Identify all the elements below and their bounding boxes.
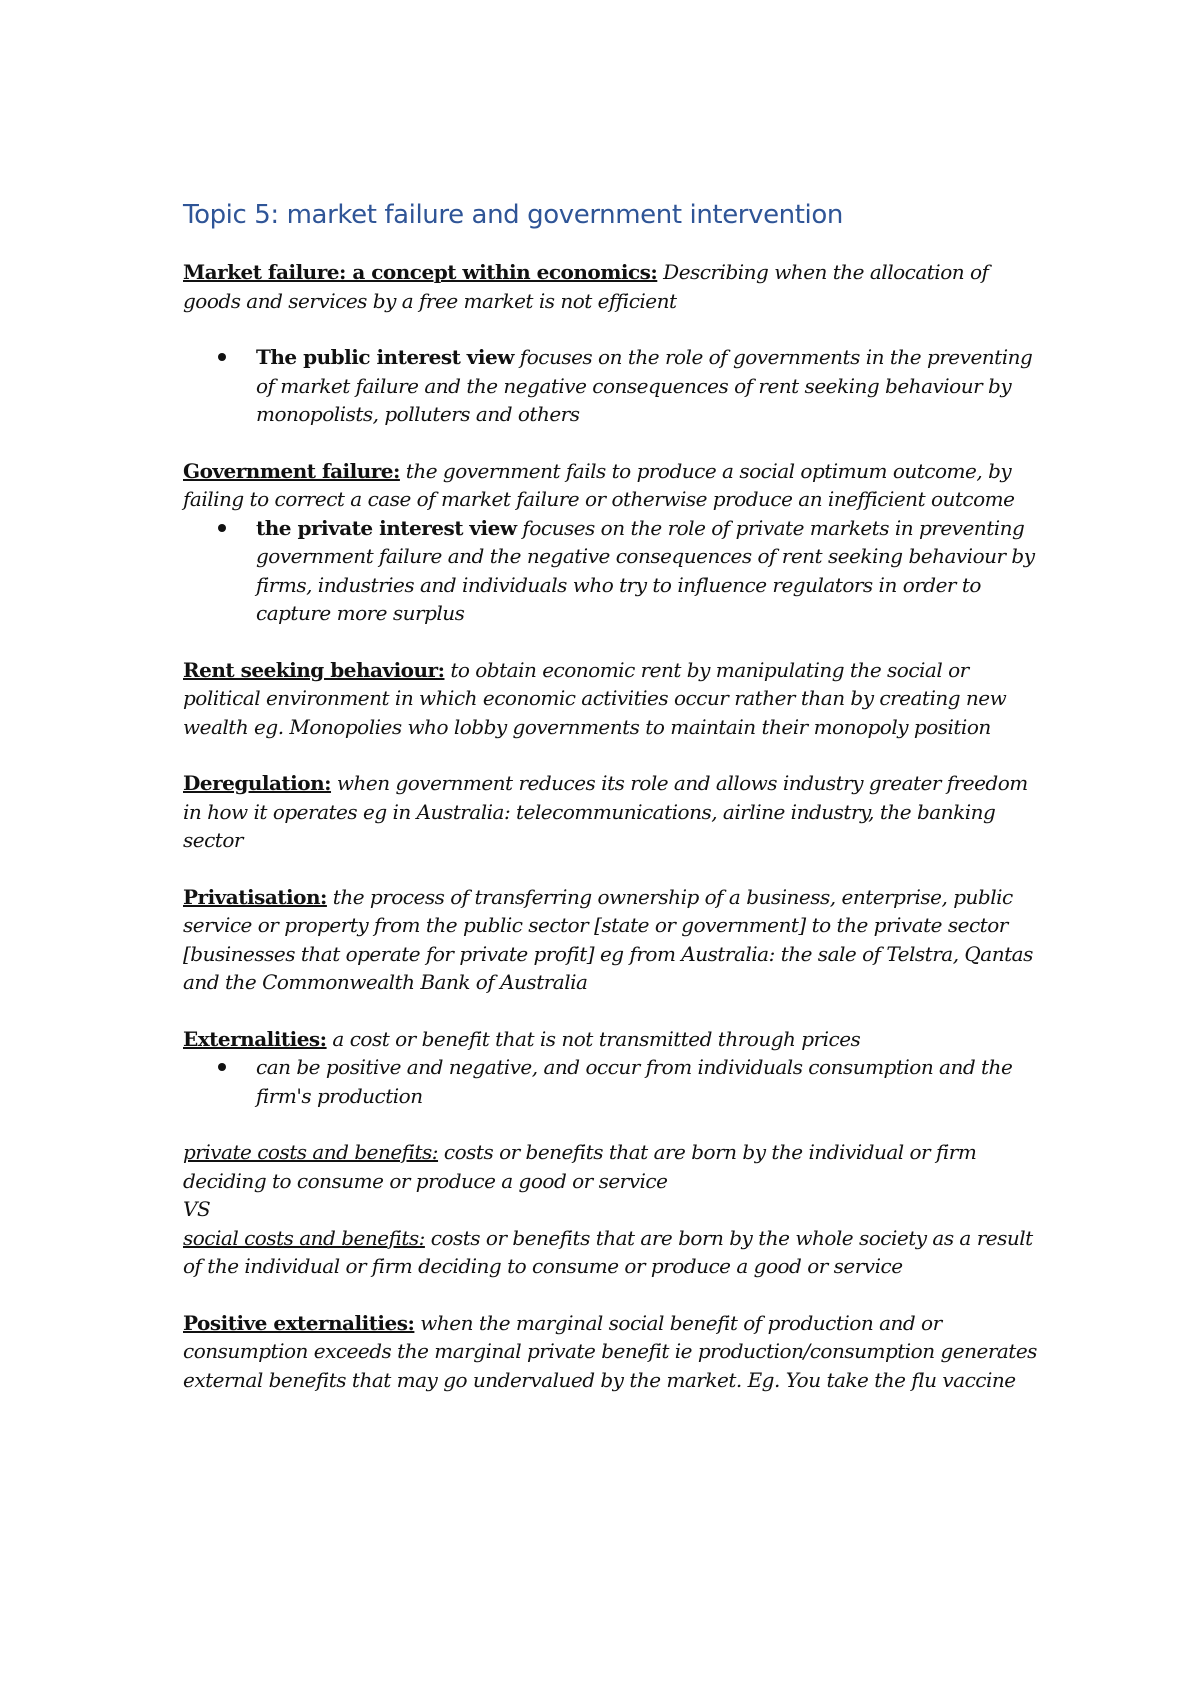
deregulation-term: Deregulation: [183,771,332,795]
list-item [256,1053,1043,1110]
bullet-icon [218,1063,226,1071]
privatisation-definition: the process of transferring ownership of a business, enterprise, public service or property from the public sector [state or government] to the private sector [businesses that operate for private profit] eg from Australia: the sale of Telstra, Qantas and the Commonwealth Bank of Australia [183,884,1033,994]
positive-externalities-term: Positive externalities: [183,1310,415,1335]
externalities-term: Externalities: [183,1026,327,1051]
private-interest-text: focuses on the role of private markets in preventing government failure and the negative consequences of rent seeking behaviour by firms, industries and individuals who try to influence regulators in order to capture more surplus [256,515,1035,625]
externalities-entry [183,1025,1043,1054]
privatisation-entry [183,883,1043,997]
document-page [183,198,1043,1422]
private-interest-lead: the private interest view [256,515,517,540]
rent-seeking-definition: to obtain economic rent by manipulating the social or political environment in which economic activities occur rather than by creating new wealth eg. Monopolies who lobby governments to maintain their monopoly position [183,657,1007,739]
public-interest-lead: The public interest view [256,345,514,369]
private-costs-line [183,1138,1043,1195]
vs-label: VS [183,1197,211,1221]
public-interest-text: focuses on the role of governments in the preventing of market failure and the negative consequences of rent seeking behaviour by monopolists, polluters and others [256,345,1033,426]
rent-seeking-term: Rent seeking behaviour: [183,657,445,682]
externalities-definition: a cost or benefit that is not transmitted through prices [326,1026,861,1051]
deregulation-definition: when government reduces its role and allows industry greater freedom in how it operates eg in Australia: telecommunications, airline industry, the banking sector [183,771,1028,852]
private-interest-list [183,514,1043,628]
rent-seeking-entry [183,656,1043,742]
public-interest-list [183,343,1043,429]
private-costs-term: private costs and benefits: [183,1140,439,1164]
bullet-icon [218,524,226,532]
market-failure-definition: Describing when the allocation of goods and services by a free market is not efficient [183,260,989,313]
externalities-list [183,1053,1043,1110]
positive-externalities-entry [183,1309,1043,1395]
document-title: Topic 5: market failure and government intervention [183,200,843,230]
market-failure-term: Market failure: a concept within economics: [183,260,658,284]
list-item [256,343,1043,429]
government-failure-entry [183,457,1043,514]
private-costs-definition: costs or benefits that are born by the individual or firm deciding to consume or produce a good or service [183,1140,977,1193]
social-costs-term: social costs and benefits: [183,1225,425,1250]
positive-externalities-definition: when the marginal social benefit of production and or consumption exceeds the marginal private benefit ie production/consumption generates external benefits that may go undervalued by the market. Eg. You take the flu vaccine [183,1310,1037,1392]
government-failure-definition: the government fails to produce a social optimum outcome, by failing to correct a case of market failure or otherwise produce an inefficient outcome [183,458,1015,511]
market-failure-entry [183,258,1043,315]
government-failure-term: Government failure: [183,458,400,483]
costs-and-benefits-entry [183,1138,1043,1281]
privatisation-term: Privatisation: [183,884,327,909]
social-costs-definition: costs or benefits that are born by the whole society as a result of the individual or firm deciding to consume or produce a good or service [183,1225,1033,1278]
externalities-bullet-text: can be positive and negative, and occur from individuals consumption and the firm's production [256,1055,1013,1108]
deregulation-entry [183,769,1043,855]
list-item [256,514,1043,628]
social-costs-line [183,1224,1043,1281]
bullet-icon [218,353,226,361]
